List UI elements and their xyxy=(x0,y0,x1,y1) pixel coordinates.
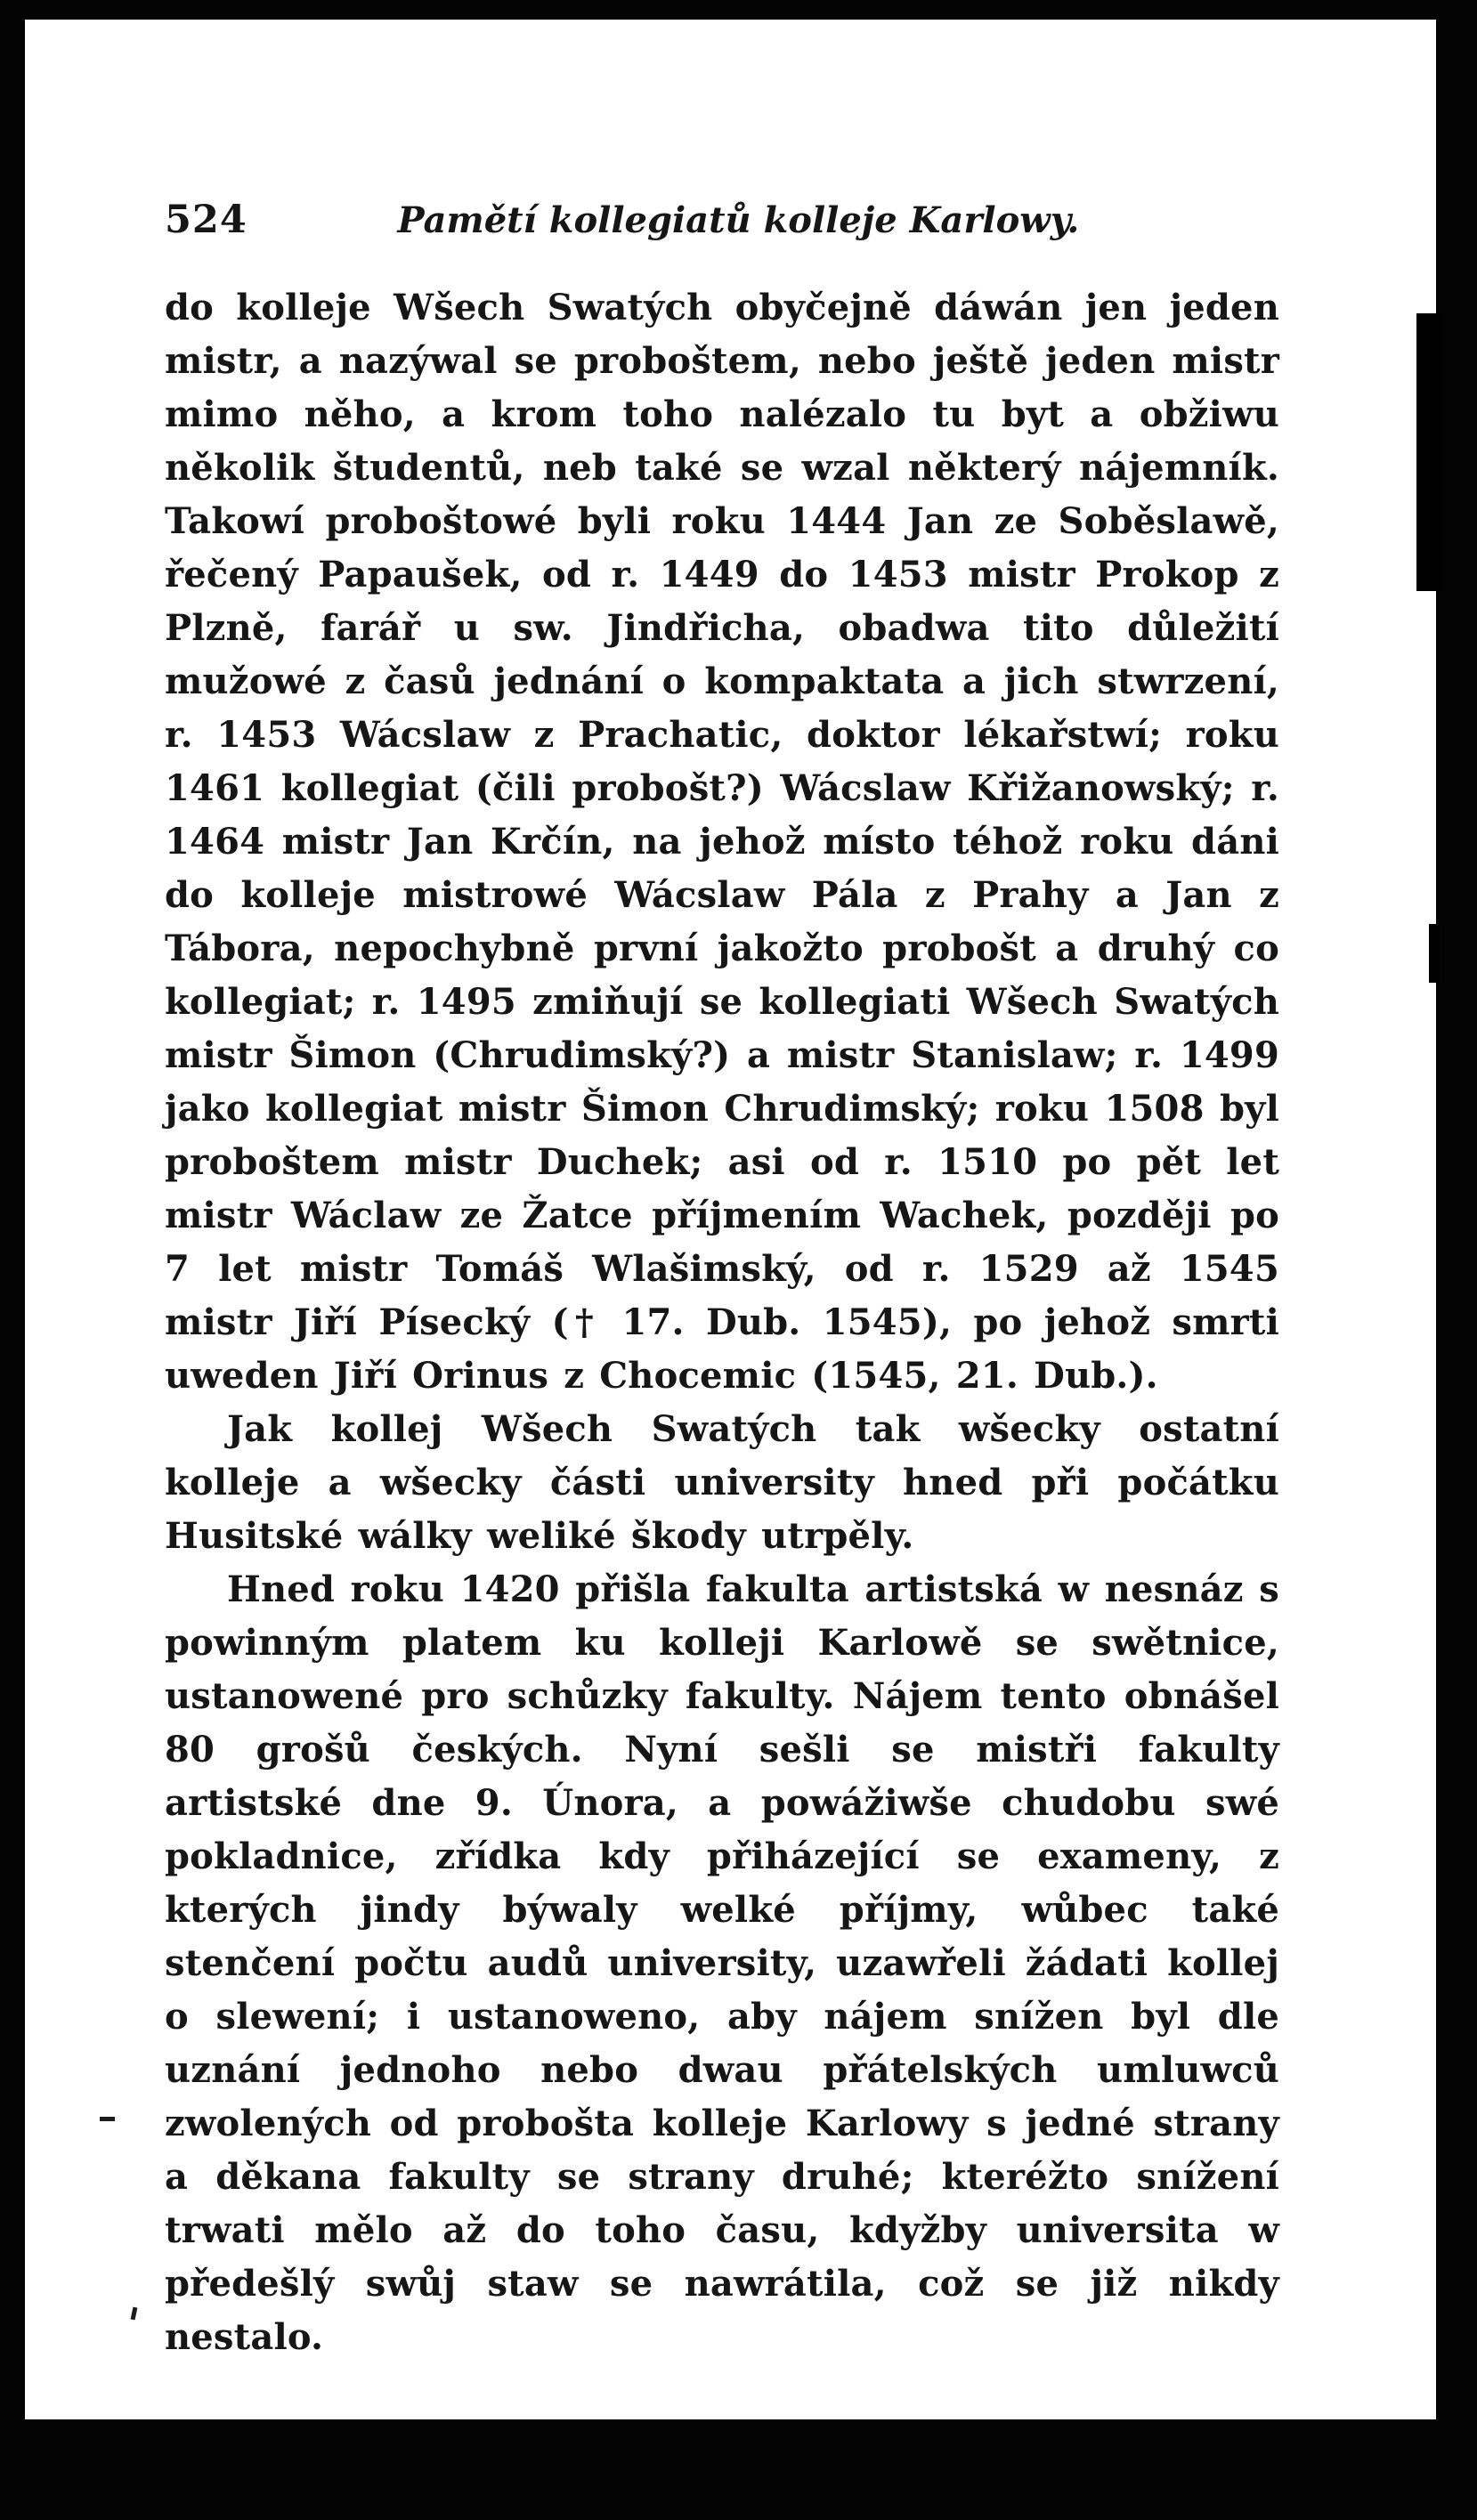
scan-artifact-right-small xyxy=(1429,924,1440,983)
text-block xyxy=(165,198,1279,2364)
page-number: 524 xyxy=(165,198,248,242)
page-header xyxy=(165,198,1279,242)
paper-area xyxy=(25,20,1436,2419)
scan-artifact-right-bar xyxy=(1416,313,1441,591)
scan-artifact-margin-dash xyxy=(100,2117,115,2121)
running-title: Pamětí kollegiatů kolleje Karlowy. xyxy=(397,199,1080,241)
paragraph-3: Hned roku 1420 přišla fakulta artistská w nesnáz s powinným platem ku kolleji Karlowě se swětnice, ustanowené pro schůzky fakulty. Nájem tento obnášel 80 grošů českých. Nyní sešli se mistři fakulty artistské dne 9. Února, a powážiwše chudobu swé pokladnice, zřídka kdy přiházející se exameny, z kterých jindy býwaly welké příjmy, wůbec také stenčení počtu audů university, uzawřeli žádati kollej o slewení; i ustanoweno, aby nájem snížen byl dle uznání jednoho nebo dwau přátelských umluwců zwolených od probošta kolleje Karlowy s jedné strany a děkana fakulty se strany druhé; kteréžto snížení trwati mělo až do toho času, kdyžby universita w předešlý swůj staw se nawrátila, což se již nikdy nestalo. xyxy=(165,1568,1279,2358)
body-text xyxy=(165,281,1279,2364)
paragraph-2: Jak kollej Wšech Swatých tak wšecky ostatní kolleje a wšecky části university hned při počátku Husitské wálky weliké škody utrpěly. xyxy=(165,1408,1279,1557)
paragraph-1: do kolleje Wšech Swatých obyčejně dáwán jen jeden mistr, a nazýwal se proboštem, nebo ještě jeden mistr mimo něho, a krom toho nalézalo tu byt a obžiwu několik študentů, neb také se wzal některý nájemník. Takowí proboštowé byli roku 1444 Jan ze Soběslawě, řečený Papaušek, od r. 1449 do 1453 mistr Prokop z Plzně, farář u sw. Jindřicha, obadwa tito důležití mužowé z časů jednání o kompaktata a jich stwrzení, r. 1453 Wácslaw z Prachatic, doktor lékařstwí; roku 1461 kollegiat (čili probošt?) Wácslaw Křižanowský; r. 1464 mistr Jan Krčín, na jehož místo téhož roku dáni do kolleje mistrowé Wácslaw Pála z Prahy a Jan z Tábora, nepochybně první jakožto probošt a druhý co kollegiat; r. 1495 zmiňují se kollegiati Wšech Swatých mistr Šimon (Chrudimský?) a mistr Stanislaw; r. 1499 jako kollegiat mistr Šimon Chrudimský; roku 1508 byl proboštem mistr Duchek; asi od r. 1510 po pět let mistr Wáclaw ze Žatce příjmením Wachek, později po 7 let mistr Tomáš Wlašimský, od r. 1529 až 1545 mistr Jiří Písecký († 17. Dub. 1545), po jehož smrti uweden Jiří Orinus z Chocemic (1545, 21. Dub.). xyxy=(165,287,1279,1397)
